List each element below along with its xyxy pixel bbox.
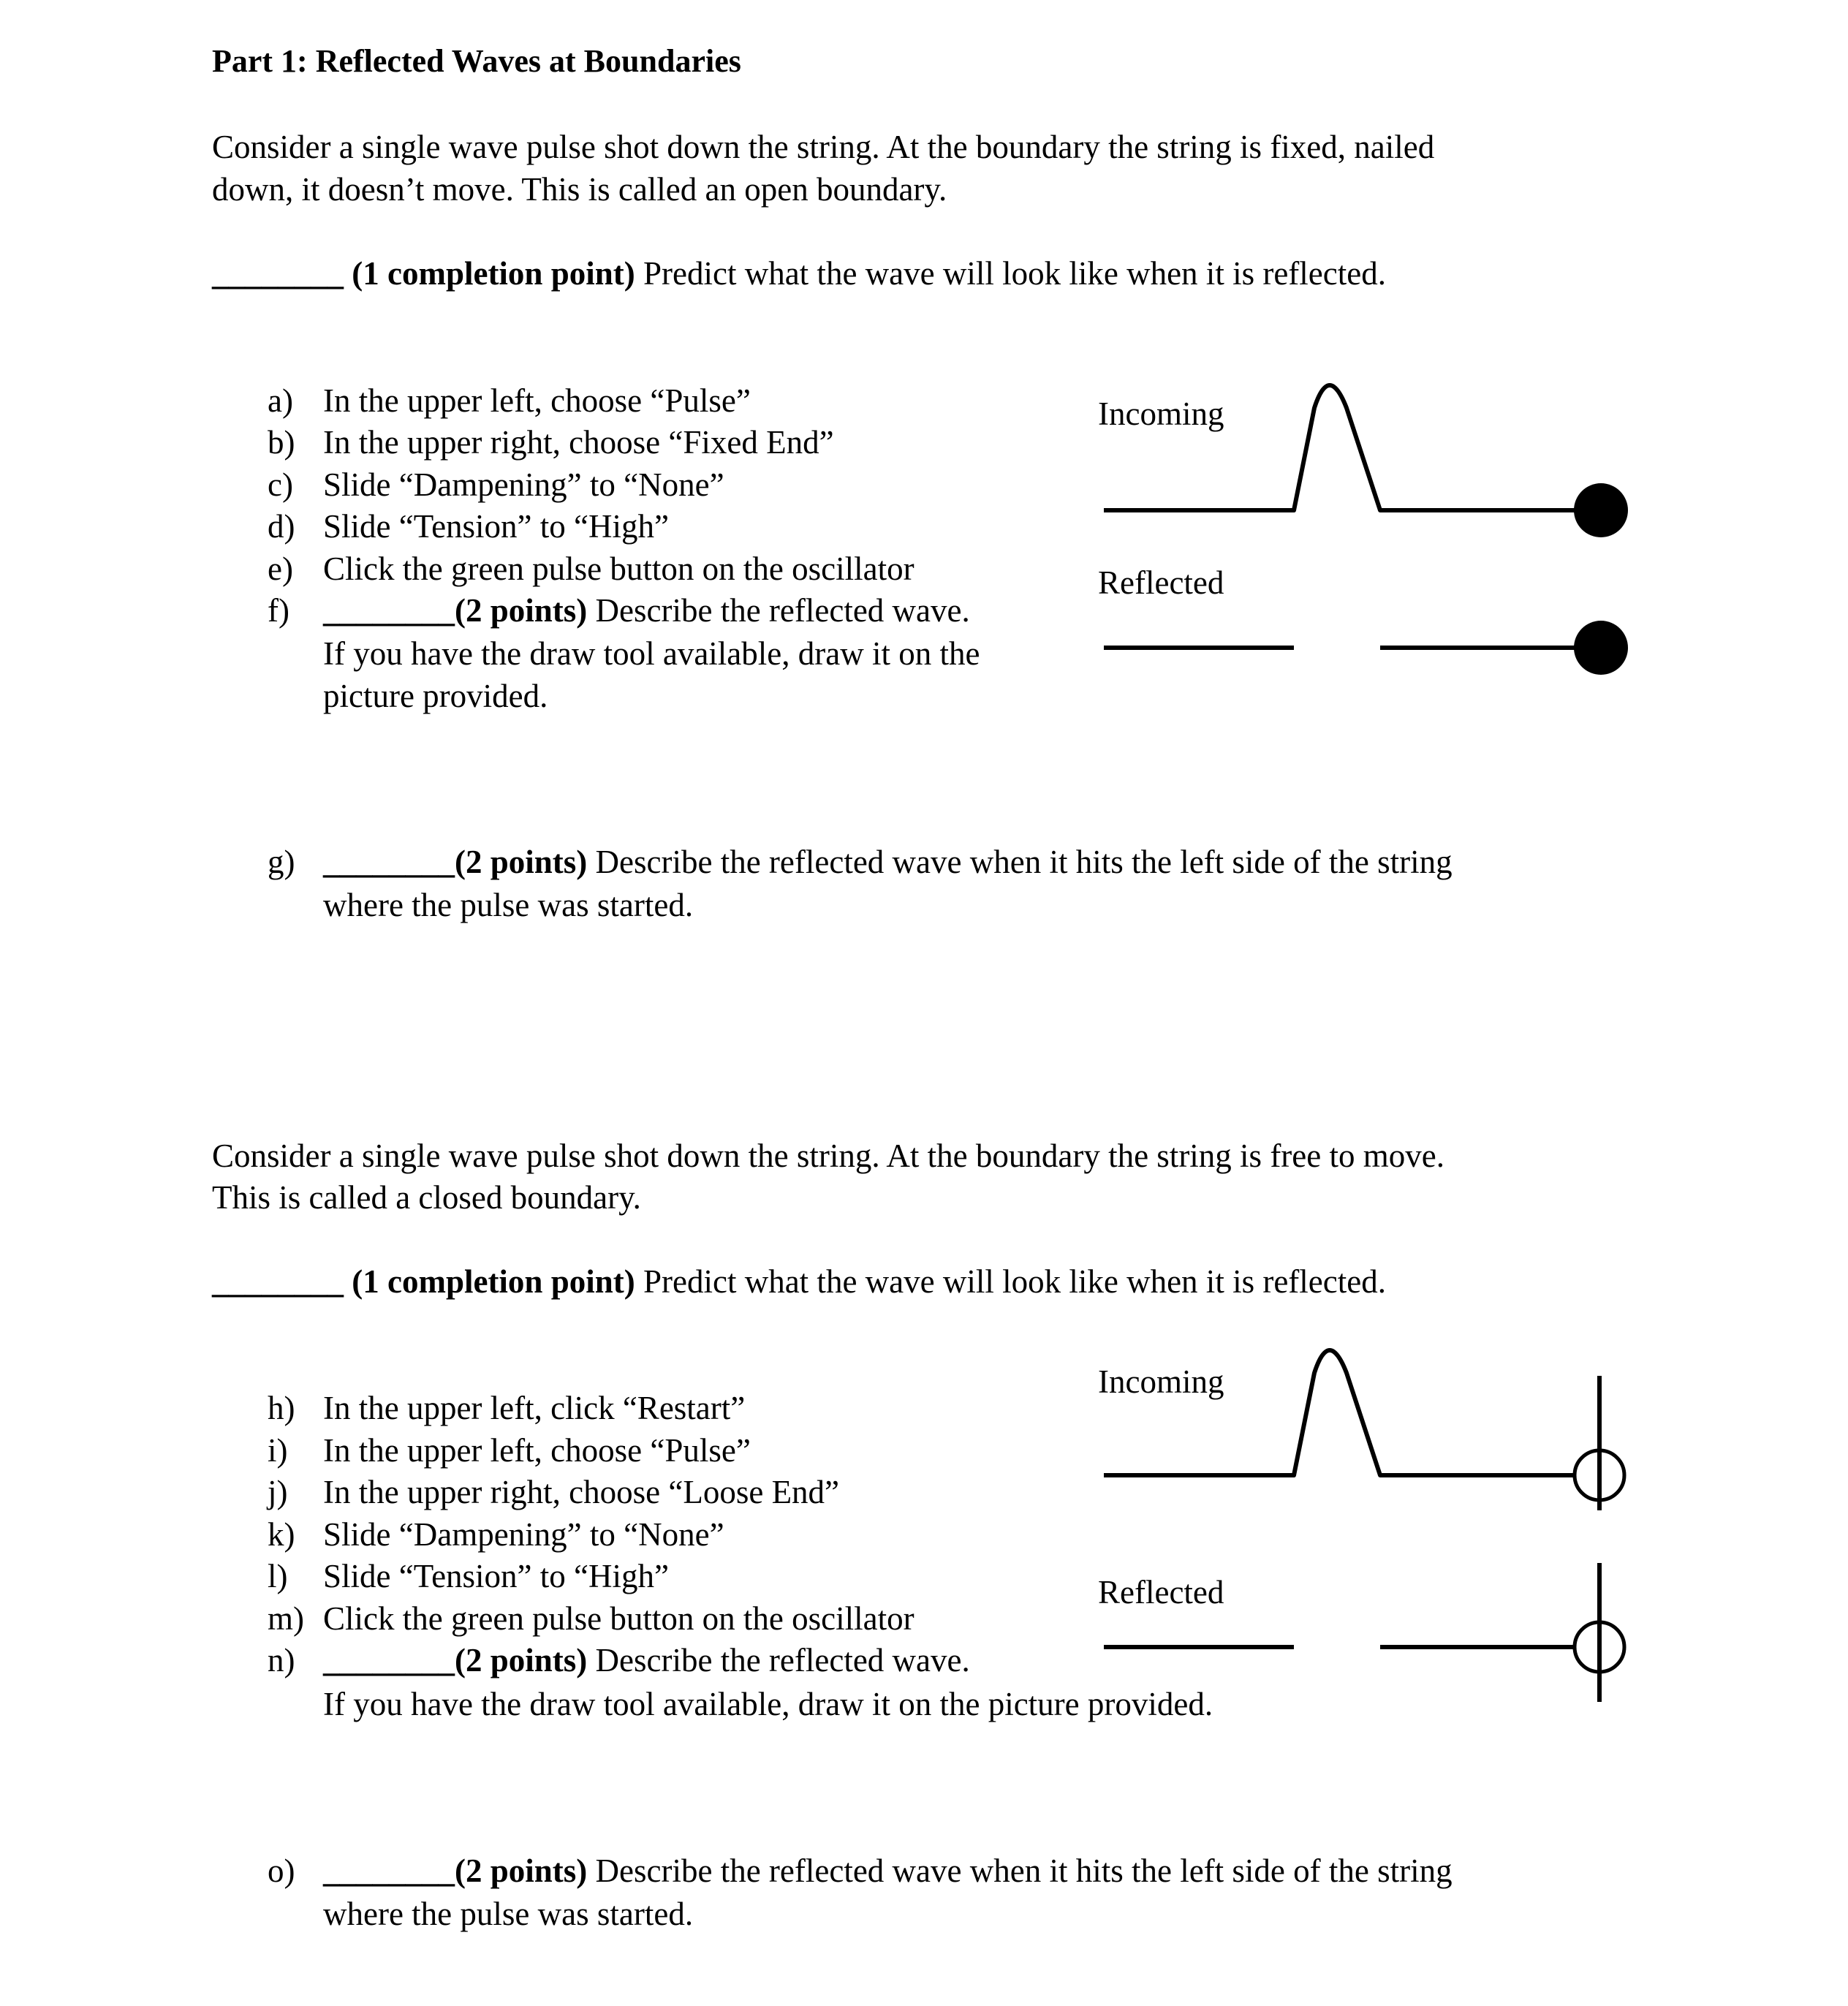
item-text: Describe the reflected wave when it hits the left side of the string [595, 844, 1453, 880]
list-text: In the upper left, choose “Pulse” [323, 382, 751, 419]
points-label: (1 completion point) [352, 255, 635, 292]
list-marker: g) [268, 844, 295, 880]
list-marker: c) [268, 466, 293, 503]
predict-text: Predict what the wave will look like when it is reflected. [643, 255, 1386, 292]
item-text: Describe the reflected wave when it hits the left side of the string [595, 1852, 1453, 1889]
incoming-pulse-string [1104, 385, 1594, 510]
list-marker: n) [268, 1642, 295, 1678]
list-marker: i) [268, 1432, 288, 1469]
list-text: Slide “Tension” to “High” [323, 508, 669, 545]
item-f-line3: picture provided. [323, 678, 548, 714]
points-label: (1 completion point) [352, 1263, 635, 1300]
item-f-line2: If you have the draw tool available, draw it on the [323, 635, 980, 672]
list-marker: o) [268, 1852, 295, 1889]
list-text: Slide “Tension” to “High” [323, 1558, 669, 1594]
section2-intro-line2: This is called a closed boundary. [212, 1179, 641, 1216]
item-n-line2: If you have the draw tool available, draw it on the picture provided. [323, 1686, 1213, 1722]
section2-intro-line1: Consider a single wave pulse shot down the string. At the boundary the string is free to move. [212, 1138, 1444, 1174]
list-marker: f) [268, 592, 289, 629]
list-text: Slide “Dampening” to “None” [323, 1516, 724, 1553]
list-marker: b) [268, 424, 295, 461]
incoming-label: Incoming [1098, 1363, 1224, 1400]
reflected-label: Reflected [1098, 1574, 1224, 1611]
fixed-end-wave-diagram [1097, 366, 1637, 694]
list-marker: m) [268, 1600, 304, 1637]
points-label: (2 points) [455, 1642, 588, 1678]
incoming-pulse-string [1104, 1350, 1573, 1475]
list-text: Click the green pulse button on the oscillator [323, 550, 914, 587]
incoming-label: Incoming [1098, 395, 1224, 432]
list-text: Click the green pulse button on the oscillator [323, 1600, 914, 1637]
list-text: Slide “Dampening” to “None” [323, 466, 724, 503]
answer-blank[interactable]: ________ [212, 1263, 344, 1300]
list-text: In the upper left, choose “Pulse” [323, 1432, 751, 1469]
predict-text: Predict what the wave will look like when it is reflected. [643, 1263, 1386, 1300]
item-text: Describe the reflected wave. [595, 592, 970, 629]
points-label: (2 points) [455, 1852, 588, 1889]
list-marker: l) [268, 1558, 288, 1594]
section1-intro-line2: down, it doesn’t move. This is called an open boundary. [212, 171, 947, 208]
list-marker: j) [268, 1474, 288, 1510]
item-o-line2: where the pulse was started. [323, 1896, 694, 1932]
list-text: In the upper left, click “Restart” [323, 1390, 746, 1426]
list-marker: h) [268, 1390, 295, 1426]
answer-blank[interactable]: ________ [323, 1642, 455, 1678]
list-text: In the upper right, choose “Fixed End” [323, 424, 834, 461]
list-marker: k) [268, 1516, 295, 1553]
answer-blank[interactable]: ________ [212, 255, 344, 292]
page-title: Part 1: Reflected Waves at Boundaries [212, 43, 741, 79]
item-g-line2: where the pulse was started. [323, 887, 694, 923]
list-marker: d) [268, 508, 295, 545]
fixed-end-icon [1574, 621, 1628, 675]
list-marker: e) [268, 550, 293, 587]
list-marker: a) [268, 382, 293, 419]
answer-blank[interactable]: ________ [323, 844, 455, 880]
points-label: (2 points) [455, 592, 588, 629]
loose-end-wave-diagram [1097, 1331, 1637, 1711]
item-text: Describe the reflected wave. [595, 1642, 970, 1678]
list-text: In the upper right, choose “Loose End” [323, 1474, 840, 1510]
answer-blank[interactable]: ________ [323, 592, 455, 629]
section2-predict [212, 1261, 1386, 1303]
section1-predict [212, 253, 1386, 295]
points-label: (2 points) [455, 844, 588, 880]
fixed-end-icon [1574, 483, 1628, 537]
answer-blank[interactable]: ________ [323, 1852, 455, 1889]
reflected-label: Reflected [1098, 564, 1224, 601]
section1-intro-line1: Consider a single wave pulse shot down the string. At the boundary the string is fixed, nailed [212, 129, 1435, 165]
